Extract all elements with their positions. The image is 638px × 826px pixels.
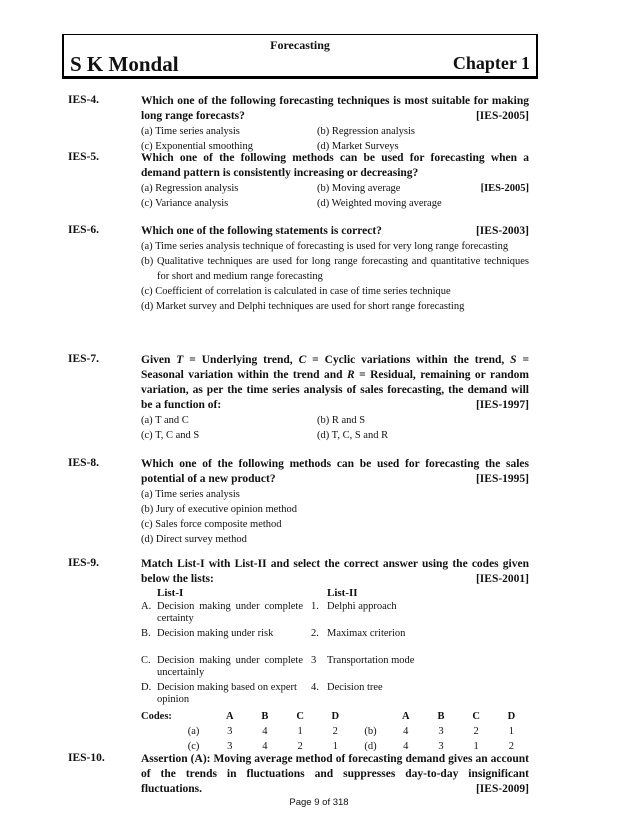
option-c: (c) Exponential smoothing [141,141,253,152]
page-number: Page 9 of 318 [289,797,349,808]
question-stem: Given T = Underlying trend, C = Cyclic variations within the trend, S = Seasonal variation within the trend and R = Residual, remaining or random variation, as per the time series analysis of sales forecasting, the demand will be a function of: [IES-1997] [141,354,530,411]
option-b: (b) Regression analysis [317,126,415,137]
option-b: (b) Jury of executive opinion method [141,504,298,515]
header-topic: Forecasting [270,38,330,52]
exam-tag: [IES-2005] [475,110,529,122]
option-b: (b) Qualitative techniques are used for long range forecasting and quantitative techniques for short and medium range forecasting [141,256,529,282]
list2-title: List-II [327,587,358,599]
question-number: IES-4. [68,94,99,106]
list-row: C. Decision making under complete uncertainly 3 Transportation mode [141,655,415,678]
code-row: (c) 3 4 2 1 (d) 4 3 1 2 [187,741,514,752]
question-stem: Match List-I with List-II and select the correct answer using the codes given below the lists: [IES-2001] [141,558,529,585]
option-a: (a) Time series analysis [141,489,240,500]
exam-tag: [IES-2005] [480,183,529,194]
option-a: (a) Regression analysis [141,183,239,194]
option-b: (b) R and S [317,415,366,426]
question-stem: Which one of the following statements is correct? [IES-2003] [141,225,529,237]
option-d: (d) T, C, S and R [317,430,389,441]
question-number: IES-5. [68,151,99,163]
list1-title: List-I [157,587,184,599]
answer-codes: Codes: A B C D A B C D (a) 3 4 1 2 (b) 4 3 2 1 (c) 3 4 2 1 (d) 4 3 1 2 [141,709,529,754]
option-b: (b) Moving average [IES-2005] [317,183,529,194]
question-number: IES-7. [68,353,99,365]
codes-label: Codes: [141,711,172,722]
question-number: IES-9. [68,557,99,569]
exam-tag: [IES-2001] [475,573,529,585]
exam-tag: [IES-2009] [475,783,529,795]
question-stem: Which one of the following forecasting techniques is most suitable for making long range forecasts? [IES-2005] [141,95,529,122]
option-a: (a) T and C [141,415,189,426]
options [141,124,529,154]
question-stem: Assertion (A): Moving average method of forecasting demand gives an account of the trends in fluctuations and suppresses day-to-day insignificant fluctuations. [IES-2009] [141,753,529,795]
list-row: B. Decision making under risk 2. Maximax criterion [141,628,406,639]
list-row: D. Decision making based on expert opinion 4. Decision tree [141,682,383,705]
options [141,413,529,443]
header-rule [64,34,536,35]
option-a: (a) Time series analysis [141,126,240,137]
question-stem: Which one of the following methods can be used for forecasting the sales potential of a new product? [IES-1995] [141,458,529,485]
question-number: IES-10. [68,752,105,764]
exam-tag: [IES-1995] [475,473,529,485]
exam-tag: [IES-2003] [475,225,529,237]
option-d: (d) Weighted moving average [317,198,442,209]
option-c: (c) Variance analysis [141,198,229,209]
page-header [62,34,538,79]
question-number: IES-8. [68,457,99,469]
option-d: (d) Market survey and Delphi techniques are used for short range forecasting [141,301,465,312]
question-number: IES-6. [68,224,99,236]
header-author: S K Mondal [70,52,179,76]
list-row: A. Decision making under complete certainty 1. Delphi approach [141,601,397,624]
option-c: (c) Sales force composite method [141,519,282,530]
option-d: (d) Market Surveys [317,141,399,152]
code-row: (a) 3 4 1 2 (b) 4 3 2 1 [187,726,514,737]
question-stem: Which one of the following methods can be used for forecasting when a demand pattern is consistently increasing or decreasing? [141,152,529,179]
exam-tag: [IES-1997] [475,399,529,411]
option-c: (c) T, C and S [141,430,200,441]
option-d: (d) Direct survey method [141,534,247,545]
options [141,181,529,211]
match-lists [141,587,414,709]
option-a: (a) Time series analysis technique of forecasting is used for very long range forecasting [141,241,509,252]
option-c: (c) Coefficient of correlation is calculated in case of time series technique [141,286,451,297]
header-chapter: Chapter 1 [452,53,530,73]
